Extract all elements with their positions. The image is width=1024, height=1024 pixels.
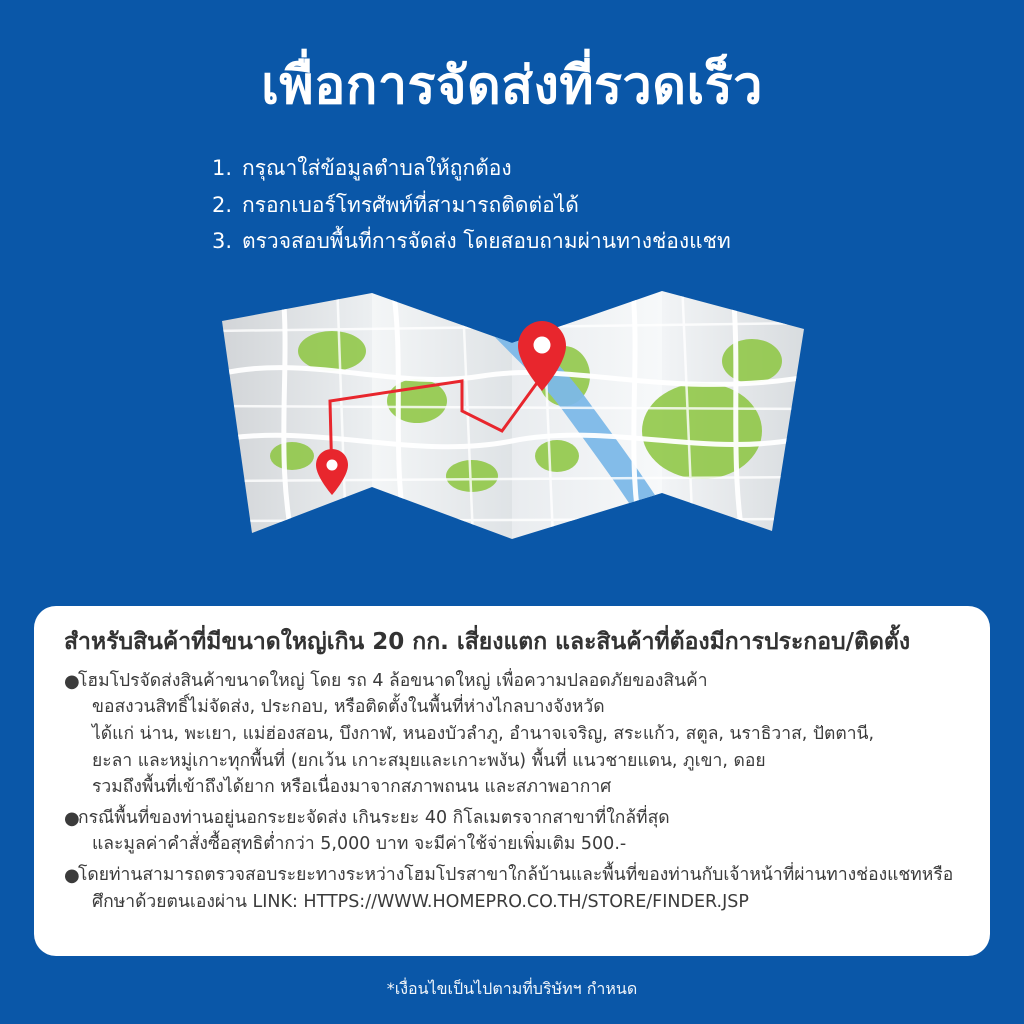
bullet-icon: ● bbox=[64, 865, 80, 887]
bullet-line: กรณีพื้นที่ของท่านอยู่นอกระยะจัดส่ง เกินระยะ 40 กิโลเมตรจากสาขาที่ใกล้ที่สุด bbox=[78, 807, 670, 828]
map-illustration bbox=[0, 276, 1024, 566]
bullet-body bbox=[78, 668, 960, 801]
list-item bbox=[64, 805, 960, 858]
bullet-line: รวมถึงพื้นที่เข้าถึงได้ยาก หรือเนื่องมาจากสภาพถนน และสภาพอากาศ bbox=[92, 777, 612, 798]
bullet-icon: ● bbox=[64, 670, 80, 692]
list-item bbox=[64, 862, 960, 915]
folded-map-graphic bbox=[212, 281, 812, 561]
list-item bbox=[212, 225, 852, 258]
card-heading: สำหรับสินค้าที่มีขนาดใหญ่เกิน 20 กก. เสี่ยงแตก และสินค้าที่ต้องมีการประกอบ/ติดตั้ง bbox=[64, 629, 911, 655]
list-item-number: 3. bbox=[212, 229, 233, 254]
bullet-line: ยะลา และหมู่เกาะทุกพื้นที่ (ยกเว้น เกาะสมุยและเกาะพงัน) พื้นที่ แนวชายแดน, ภูเขา, ดอย bbox=[92, 750, 766, 771]
bullet-line: ได้แก่ น่าน, พะเยา, แม่ฮ่องสอน, บึงกาฬ, หนองบัวลำภู, อำนาจเจริญ, สระแก้ว, สตูล, นราธิวาส, ปัตตานี, bbox=[92, 724, 875, 745]
bullet-line: โฮมโปรจัดส่งสินค้าขนาดใหญ่ โดย รถ 4 ล้อขนาดใหญ่ เพื่อความปลอดภัยของสินค้า bbox=[78, 670, 708, 691]
bullet-icon: ● bbox=[64, 807, 80, 829]
page-title: เพื่อการจัดส่งที่รวดเร็ว bbox=[261, 56, 763, 116]
list-item-label: กรุณาใส่ข้อมูลตำบลให้ถูกต้อง bbox=[242, 156, 512, 180]
store-finder-link[interactable]: ศึกษาด้วยตนเองผ่าน LINK: HTTPS://WWW.HOMEPRO.CO.TH/STORE/FINDER.JSP bbox=[92, 891, 749, 912]
bullet-line: และมูลค่าคำสั่งซื้อสุทธิต่ำกว่า 5,000 บาท จะมีค่าใช้จ่ายเพิ่มเติม 500.- bbox=[92, 834, 627, 855]
list-item-label: ตรวจสอบพื้นที่การจัดส่ง โดยสอบถามผ่านทางช่องแชท bbox=[242, 229, 731, 254]
list-item bbox=[64, 668, 960, 801]
bullet-line: ขอสงวนสิทธิ์ไม่จัดส่ง, ประกอบ, หรือติดตั้งในพื้นที่ห่างไกลบางจังหวัด bbox=[92, 697, 605, 718]
list-item bbox=[212, 189, 852, 222]
conditions-card bbox=[34, 606, 990, 956]
list-item-number: 2. bbox=[212, 192, 233, 217]
footer-note: *เงื่อนไขเป็นไปตามที่บริษัทฯ กำหนด bbox=[386, 979, 638, 998]
list-item-number: 1. bbox=[212, 156, 233, 180]
bullet-body bbox=[78, 862, 960, 915]
bullet-body bbox=[78, 805, 960, 858]
instruction-list bbox=[212, 152, 852, 262]
bullet-line: โดยท่านสามารถตรวจสอบระยะทางระหว่างโฮมโปรสาขาใกล้บ้านและพื้นที่ของท่านกับเจ้าหน้าที่ผ่านทางช่องแชทหรือ bbox=[78, 865, 954, 886]
list-item-label: กรอกเบอร์โทรศัพท์ที่สามารถติดต่อได้ bbox=[242, 192, 579, 217]
list-item bbox=[212, 152, 852, 185]
